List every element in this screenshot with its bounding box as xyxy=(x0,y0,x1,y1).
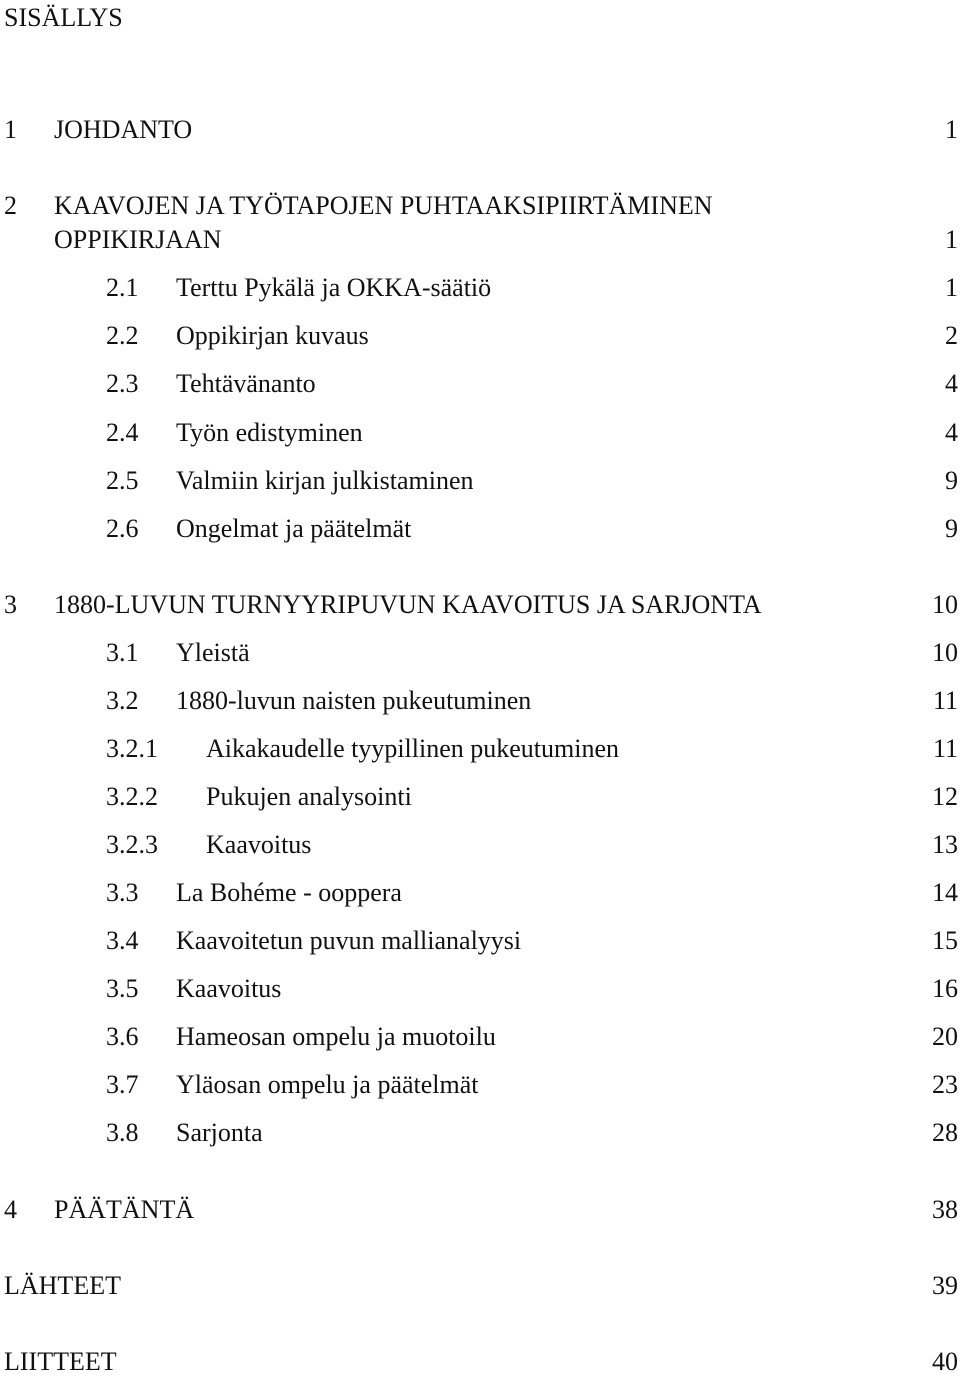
toc-entry-page: 38 xyxy=(932,1195,958,1224)
toc-entry-page: 10 xyxy=(932,638,958,667)
toc-entry-title: Oppikirjan kuvaus xyxy=(176,321,369,350)
toc-entry-page: 1 xyxy=(945,225,958,254)
toc-entry-page: 15 xyxy=(932,926,958,955)
toc-entry-page: 20 xyxy=(932,1022,958,1051)
toc-entry-number: 3.1 xyxy=(106,638,139,667)
toc-entry-title: Aikakaudelle tyypillinen pukeutuminen xyxy=(206,734,620,763)
toc-entry-title: Tehtävänanto xyxy=(176,369,316,398)
toc-entry-page: 12 xyxy=(932,782,958,811)
toc-entry-number: 3.2.2 xyxy=(106,782,158,811)
toc-entry-page: 9 xyxy=(945,514,958,543)
toc-entry-page: 40 xyxy=(932,1347,958,1376)
toc-entry-title: 1880-luvun naisten pukeutuminen xyxy=(176,686,532,715)
toc-entry-title: Valmiin kirjan julkistaminen xyxy=(176,466,474,495)
toc-entry-number: 3.8 xyxy=(106,1118,139,1147)
toc-entry-title: LIITTEET xyxy=(4,1347,117,1376)
toc-entry-title: 1880-LUVUN TURNYYRIPUVUN KAAVOITUS JA SARJONTA xyxy=(54,590,762,619)
toc-entry-title: Ongelmat ja päätelmät xyxy=(176,514,412,543)
toc-entry-title: KAAVOJEN JA TYÖTAPOJEN PUHTAAKSIPIIRTÄMINEN xyxy=(54,191,713,220)
toc-entry-page: 4 xyxy=(945,369,958,398)
toc-entry-number: 2.6 xyxy=(106,514,139,543)
toc-entry-number: 1 xyxy=(4,115,17,144)
toc-entry-page: 10 xyxy=(932,590,958,619)
toc-entry-page: 2 xyxy=(945,321,958,350)
toc-entry-page: 39 xyxy=(932,1271,958,1300)
toc-entry-title: Yleistä xyxy=(176,638,250,667)
toc-entry-number: 3.2.1 xyxy=(106,734,158,763)
toc-entry-title: Terttu Pykälä ja OKKA-säätiö xyxy=(176,273,492,302)
toc-entry-title: La Bohéme - ooppera xyxy=(176,878,402,907)
toc-entry-number: 3.4 xyxy=(106,926,139,955)
toc-entry-title: Yläosan ompelu ja päätelmät xyxy=(176,1070,479,1099)
toc-entry-title: PÄÄTÄNTÄ xyxy=(54,1195,195,1224)
toc-entry-page: 9 xyxy=(945,466,958,495)
toc-entry-number: 3.5 xyxy=(106,974,139,1003)
toc-entry-page: 13 xyxy=(932,830,958,859)
toc-entry-number: 3.6 xyxy=(106,1022,139,1051)
toc-entry-number: 2 xyxy=(4,191,17,220)
toc-entry-title-continued: OPPIKIRJAAN xyxy=(54,225,222,254)
toc-entry-title: Kaavoitus xyxy=(206,830,312,859)
page-title: SISÄLLYS xyxy=(4,3,123,32)
toc-entry-number: 2.3 xyxy=(106,369,139,398)
toc-entry-title: Kaavoitetun puvun mallianalyysi xyxy=(176,926,522,955)
toc-entry-number: 2.5 xyxy=(106,466,139,495)
toc-entry-number: 2.1 xyxy=(106,273,139,302)
toc-entry-title: LÄHTEET xyxy=(4,1271,121,1300)
toc-entry-page: 4 xyxy=(945,418,958,447)
toc-entry-title: Kaavoitus xyxy=(176,974,282,1003)
toc-entry-number: 3 xyxy=(4,590,17,619)
toc-entry-number: 2.2 xyxy=(106,321,139,350)
toc-entry-number: 4 xyxy=(4,1195,17,1224)
toc-entry-page: 1 xyxy=(945,273,958,302)
toc-entry-title: JOHDANTO xyxy=(54,115,193,144)
toc-entry-page: 23 xyxy=(932,1070,958,1099)
toc-entry-number: 3.7 xyxy=(106,1070,139,1099)
toc-entry-title: Hameosan ompelu ja muotoilu xyxy=(176,1022,496,1051)
toc-entry-page: 14 xyxy=(932,878,958,907)
toc-entry-number: 3.2 xyxy=(106,686,139,715)
toc-entry-page: 28 xyxy=(932,1118,958,1147)
toc-entry-title: Sarjonta xyxy=(176,1118,263,1147)
toc-entry-title: Pukujen analysointi xyxy=(206,782,412,811)
toc-entry-number: 3.3 xyxy=(106,878,139,907)
toc-entry-page: 1 xyxy=(945,115,958,144)
toc-entry-page: 11 xyxy=(932,686,958,715)
toc-entry-number: 3.2.3 xyxy=(106,830,158,859)
toc-entry-page: 11 xyxy=(932,734,958,763)
toc-entry-page: 16 xyxy=(932,974,958,1003)
toc-entry-number: 2.4 xyxy=(106,418,139,447)
toc-entry-title: Työn edistyminen xyxy=(176,418,363,447)
